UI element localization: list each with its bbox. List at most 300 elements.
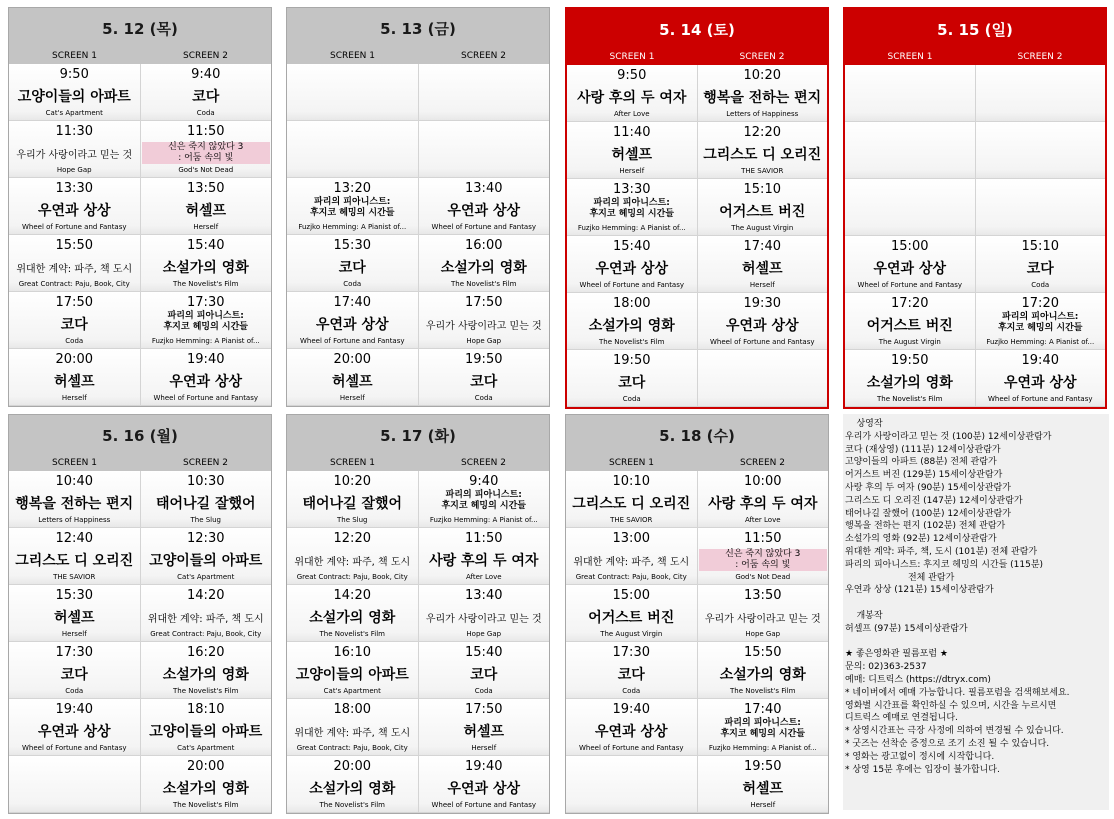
day-header: 5. 17 (화) <box>287 415 549 455</box>
movie-title: 그리스도 디 오리진 <box>15 553 134 569</box>
showtime-cell[interactable] <box>9 642 141 699</box>
movie-title: 위대한 계약: 파주, 책 도시 <box>294 728 411 739</box>
show-time: 13:00 <box>612 531 650 546</box>
movie-title: 코다 <box>60 317 88 333</box>
day-header: 5. 12 (목) <box>9 8 271 48</box>
movie-english-title: Fuzjko Hemming: A Pianist of... <box>577 224 686 232</box>
movie-title: 사랑 후의 두 여자 <box>429 553 539 569</box>
movie-english-title: Wheel of Fortune and Fantasy <box>153 394 259 402</box>
screen-label: SCREEN 2 <box>740 458 785 468</box>
movie-title: 소설가의 영화 <box>309 610 396 626</box>
showtime-row <box>287 699 549 756</box>
show-time: 15:00 <box>612 588 650 603</box>
showtime-row <box>287 528 549 585</box>
movie-english-title: Great Contract: Paju, Book, City <box>18 280 130 288</box>
showtime-row <box>9 699 271 756</box>
show-time: 19:40 <box>612 702 650 717</box>
movie-english-title: Great Contract: Paju, Book, City <box>150 630 262 638</box>
showtime-row <box>567 350 827 407</box>
movie-title: 어거스트 버진 <box>719 204 806 220</box>
show-time: 20:00 <box>333 759 371 774</box>
empty-cell <box>845 179 976 236</box>
showtime-row <box>9 178 271 235</box>
movie-english-title: THE SAVIOR <box>610 516 653 524</box>
showtime-cell[interactable] <box>141 64 272 121</box>
movie-title: 소설가의 영화 <box>162 667 249 683</box>
showtime-cell[interactable] <box>287 235 419 292</box>
show-time: 17:40 <box>743 239 781 254</box>
showtime-cell[interactable] <box>9 349 141 406</box>
showtime-cell[interactable] <box>845 293 976 350</box>
showtime-cell[interactable] <box>698 293 828 350</box>
showtime-cell[interactable] <box>845 350 976 407</box>
info-line: 위대한 계약: 파주, 책, 도시 (101분) 전체 관람가 <box>845 546 1038 557</box>
showtime-cell[interactable] <box>9 471 141 528</box>
show-time: 18:00 <box>613 296 651 311</box>
show-time: 18:00 <box>333 702 371 717</box>
showtime-rows <box>9 64 271 406</box>
show-time: 9:40 <box>469 474 499 489</box>
showtime-cell[interactable] <box>698 122 828 179</box>
movie-english-title: Herself <box>471 744 497 752</box>
movie-english-title: The August Virgin <box>731 224 794 232</box>
empty-cell <box>566 756 698 813</box>
info-spacer <box>845 597 1109 610</box>
showtime-cell[interactable] <box>419 756 550 813</box>
movie-english-title: Coda <box>65 687 84 695</box>
movie-english-title: God's Not Dead <box>735 573 791 581</box>
screen-label: SCREEN 1 <box>609 52 655 62</box>
movie-title: 코다 <box>1026 261 1054 277</box>
showtime-cell[interactable] <box>141 471 272 528</box>
showtime-cell[interactable] <box>566 528 698 585</box>
show-time: 15:30 <box>55 588 93 603</box>
showtime-cell[interactable] <box>419 642 550 699</box>
showtime-cell[interactable] <box>419 471 550 528</box>
movie-title: 위대한 계약: 파주, 책 도시 <box>294 557 411 568</box>
show-time: 19:50 <box>465 352 503 367</box>
showtime-row <box>567 65 827 122</box>
show-time: 10:30 <box>187 474 225 489</box>
movie-title: 파리의 피아니스트: 후지코 헤밍의 시간들 <box>163 311 248 332</box>
show-time: 18:10 <box>187 702 225 717</box>
show-time: 13:20 <box>333 181 371 196</box>
showtime-cell[interactable] <box>9 178 141 235</box>
movie-title: 행복을 전하는 편지 <box>703 90 822 106</box>
movie-title: 코다 <box>470 374 498 390</box>
movie-english-title: Herself <box>61 630 87 638</box>
showtime-cell[interactable] <box>698 585 829 642</box>
movie-title: 우리가 사랑이라고 믿는 것 <box>16 150 133 161</box>
showtime-row <box>9 756 271 813</box>
movie-english-title: The Novelist's Film <box>450 280 517 288</box>
show-time: 19:50 <box>744 759 782 774</box>
movie-english-title: Fuzjko Hemming: A Pianist of... <box>986 338 1095 346</box>
showtime-cell[interactable] <box>567 236 698 293</box>
showtime-cell[interactable] <box>698 179 828 236</box>
showtime-row <box>9 528 271 585</box>
day-panel <box>8 414 272 814</box>
movie-title: 소설가의 영화 <box>309 781 396 797</box>
showtime-row <box>9 642 271 699</box>
showtime-rows <box>287 64 549 406</box>
show-time: 10:40 <box>55 474 93 489</box>
movie-title: 허셀프 <box>53 610 95 626</box>
movie-title: 그리스도 디 오리진 <box>703 147 822 163</box>
screen-labels <box>287 455 549 471</box>
movie-title: 파리의 피아니스트: 후지코 헤밍의 시간들 <box>997 312 1083 333</box>
showtime-row <box>566 471 828 528</box>
show-time: 17:20 <box>1021 296 1059 311</box>
showtime-cell[interactable] <box>419 699 550 756</box>
empty-cell <box>287 121 419 178</box>
movie-english-title: Wheel of Fortune and Fantasy <box>709 338 815 346</box>
movie-english-title: Cat's Apartment <box>323 687 381 695</box>
showtime-cell[interactable] <box>141 642 272 699</box>
screen-label: SCREEN 2 <box>1017 52 1063 62</box>
show-time: 15:10 <box>1021 239 1059 254</box>
movie-english-title: The Novelist's Film <box>319 801 385 809</box>
showtime-cell[interactable] <box>698 471 829 528</box>
movie-english-title: Wheel of Fortune and Fantasy <box>431 223 537 231</box>
showtime-cell[interactable] <box>419 585 550 642</box>
show-time: 17:30 <box>55 645 93 660</box>
showtime-row <box>287 471 549 528</box>
show-time: 11:50 <box>187 124 225 139</box>
showtime-rows <box>845 65 1105 407</box>
movie-title: 그리스도 디 오리진 <box>572 496 691 512</box>
showtime-cell[interactable] <box>141 121 272 178</box>
show-time: 15:40 <box>187 238 225 253</box>
info-line: 우리가 사랑이라고 믿는 것 (100분) 12세이상관람가 <box>845 431 1052 442</box>
movie-title: 위대한 계약: 파주, 책 도시 <box>16 264 133 275</box>
show-time: 12:30 <box>187 531 225 546</box>
show-time: 15:40 <box>613 239 651 254</box>
show-time: 15:50 <box>55 238 93 253</box>
movie-title: 우연과 상상 <box>38 203 111 219</box>
showtime-row <box>287 349 549 406</box>
show-time: 19:40 <box>465 759 503 774</box>
screen-label: SCREEN 2 <box>461 51 506 61</box>
movie-english-title: Wheel of Fortune and Fantasy <box>857 281 963 289</box>
show-time: 17:50 <box>55 295 93 310</box>
showtime-cell[interactable] <box>287 699 419 756</box>
movie-english-title: The August Virgin <box>878 338 941 346</box>
movie-title: 위대한 계약: 파주, 책 도시 <box>147 614 264 625</box>
movie-english-title: Hope Gap <box>745 630 781 638</box>
info-line: * 영화는 광고없이 정시에 시작합니다. <box>845 751 995 762</box>
showtime-row <box>287 64 549 121</box>
showtime-row <box>287 756 549 813</box>
movie-title: 태어나길 잘했어 <box>155 496 256 512</box>
info-line: 개봉작 <box>845 610 883 621</box>
movie-english-title: The Novelist's Film <box>172 801 239 809</box>
showtime-row <box>9 292 271 349</box>
showtime-cell[interactable] <box>141 349 272 406</box>
showtime-cell[interactable] <box>9 292 141 349</box>
showtime-rows <box>566 471 828 813</box>
info-line: ★ 좋은영화관 필름포럼 ★ <box>845 649 948 660</box>
show-time: 12:40 <box>55 531 93 546</box>
showtime-cell[interactable] <box>141 235 272 292</box>
movie-title: 우연과 상상 <box>447 781 520 797</box>
show-time: 15:50 <box>744 645 782 660</box>
showtime-row <box>845 65 1105 122</box>
showtime-row <box>566 699 828 756</box>
movie-title: 고양이들의 아파트 <box>17 89 131 105</box>
movie-english-title: Cat's Apartment <box>45 109 103 117</box>
movie-title: 허셀프 <box>331 374 373 390</box>
screen-label: SCREEN 2 <box>183 51 228 61</box>
movie-english-title: Herself <box>749 281 775 289</box>
show-time: 9:50 <box>59 67 89 82</box>
movie-english-title: Herself <box>61 394 87 402</box>
show-time: 19:50 <box>613 353 651 368</box>
showtime-cell[interactable] <box>566 699 698 756</box>
screen-label: SCREEN 1 <box>609 458 654 468</box>
showtime-cell[interactable] <box>141 178 272 235</box>
showtime-cell[interactable] <box>698 699 829 756</box>
showtime-rows <box>567 65 827 407</box>
showtime-cell[interactable] <box>141 292 272 349</box>
showtime-cell[interactable] <box>567 293 698 350</box>
movie-title: 행복을 전하는 편지 <box>15 496 134 512</box>
movie-english-title: Coda <box>474 687 493 695</box>
empty-cell <box>698 350 828 407</box>
showtime-cell[interactable] <box>287 471 419 528</box>
movie-english-title: The August Virgin <box>600 630 663 638</box>
movie-english-title: Herself <box>339 394 365 402</box>
day-header: 5. 13 (금) <box>287 8 549 48</box>
showtime-cell[interactable] <box>9 64 141 121</box>
show-time: 17:40 <box>333 295 371 310</box>
show-time: 16:10 <box>333 645 371 660</box>
empty-cell <box>419 121 550 178</box>
showtime-cell[interactable] <box>566 642 698 699</box>
showtime-cell[interactable] <box>698 756 829 813</box>
movie-title: 허셀프 <box>611 147 653 163</box>
movie-english-title: Fuzjko Hemming: A Pianist of... <box>298 223 407 231</box>
movie-english-title: Fuzjko Hemming: A Pianist of... <box>708 744 817 752</box>
showtime-cell[interactable] <box>567 350 698 407</box>
movie-english-title: Letters of Happiness <box>726 110 799 118</box>
movie-english-title: After Love <box>465 573 502 581</box>
movie-title: 우리가 사랑이라고 믿는 것 <box>425 321 542 332</box>
showtime-cell[interactable] <box>287 642 419 699</box>
movie-title: 소설가의 영화 <box>588 318 675 334</box>
empty-cell <box>976 122 1106 179</box>
showtime-row <box>567 122 827 179</box>
movie-english-title: Hope Gap <box>466 630 502 638</box>
showtime-cell[interactable] <box>287 349 419 406</box>
showtime-cell[interactable] <box>141 585 272 642</box>
info-line: 그리스도 디 오리진 (147분) 12세이상관람가 <box>845 495 1023 506</box>
info-line: * 굿즈는 선착순 증정으로 조기 소진 될 수 있습니다. <box>845 738 1050 749</box>
showtime-cell[interactable] <box>698 642 829 699</box>
empty-cell <box>287 64 419 121</box>
showtime-row <box>845 179 1105 236</box>
movie-english-title: Great Contract: Paju, Book, City <box>296 573 408 581</box>
showtime-row <box>845 293 1105 350</box>
screen-label: SCREEN 1 <box>887 52 933 62</box>
showtime-cell[interactable] <box>141 756 272 813</box>
showtime-cell[interactable] <box>566 585 698 642</box>
movie-title: 신은 죽지 않았다 3 : 어둠 속의 빛 <box>699 549 828 571</box>
show-time: 20:00 <box>187 759 225 774</box>
showtime-cell[interactable] <box>698 65 828 122</box>
showtime-cell[interactable] <box>419 349 550 406</box>
showtime-row <box>566 756 828 813</box>
show-time: 20:00 <box>333 352 371 367</box>
screen-label: SCREEN 1 <box>52 458 97 468</box>
movie-english-title: God's Not Dead <box>178 166 234 174</box>
showtime-row <box>566 585 828 642</box>
movie-title: 파리의 피아니스트: 후지코 헤밍의 시간들 <box>309 197 395 218</box>
showtime-row <box>566 528 828 585</box>
showtime-cell[interactable] <box>419 235 550 292</box>
show-time: 17:30 <box>187 295 225 310</box>
movie-english-title: After Love <box>744 516 781 524</box>
day-header: 5. 15 (일) <box>845 9 1105 49</box>
movie-title: 위대한 계약: 파주, 책 도시 <box>573 557 690 568</box>
movie-english-title: Coda <box>65 337 84 345</box>
show-time: 15:10 <box>743 182 781 197</box>
movie-title: 우리가 사랑이라고 믿는 것 <box>425 614 542 625</box>
showtime-cell[interactable] <box>976 350 1106 407</box>
showtime-cell[interactable] <box>9 121 141 178</box>
showtime-cell[interactable] <box>9 528 141 585</box>
screen-labels <box>845 49 1105 65</box>
show-time: 15:30 <box>333 238 371 253</box>
showtime-cell[interactable] <box>287 292 419 349</box>
screen-labels <box>9 455 271 471</box>
movie-title: 소설가의 영화 <box>162 781 249 797</box>
showtime-cell[interactable] <box>566 471 698 528</box>
movie-english-title: THE SAVIOR <box>741 167 784 175</box>
show-time: 10:10 <box>612 474 650 489</box>
movie-english-title: The Slug <box>336 516 368 524</box>
showtime-cell[interactable] <box>698 528 829 585</box>
movie-english-title: Fuzjko Hemming: A Pianist of... <box>151 337 260 345</box>
showtime-cell[interactable] <box>419 292 550 349</box>
showtime-row <box>9 235 271 292</box>
showtime-row <box>287 642 549 699</box>
movie-title: 허셀프 <box>741 261 783 277</box>
showtime-cell[interactable] <box>845 236 976 293</box>
screen-labels <box>287 48 549 64</box>
showtime-row <box>567 236 827 293</box>
movie-title: 우연과 상상 <box>595 261 668 277</box>
showtime-cell[interactable] <box>419 178 550 235</box>
showtime-rows <box>9 471 271 813</box>
showtime-row <box>9 121 271 178</box>
movie-english-title: Great Contract: Paju, Book, City <box>575 573 687 581</box>
movie-title: 코다 <box>338 260 366 276</box>
show-time: 12:20 <box>333 531 371 546</box>
show-time: 16:20 <box>187 645 225 660</box>
show-time: 13:40 <box>465 181 503 196</box>
showtime-cell[interactable] <box>419 528 550 585</box>
movie-title: 허셀프 <box>463 724 505 740</box>
movie-title: 우연과 상상 <box>169 374 242 390</box>
movie-english-title: The Novelist's Film <box>598 338 665 346</box>
showtime-cell[interactable] <box>287 756 419 813</box>
movie-title: 허셀프 <box>53 374 95 390</box>
show-time: 19:30 <box>743 296 781 311</box>
showtime-cell[interactable] <box>567 179 698 236</box>
movie-title: 파리의 피아니스트: 후지코 헤밍의 시간들 <box>441 490 526 511</box>
showtime-cell[interactable] <box>141 699 272 756</box>
showtime-cell[interactable] <box>976 236 1106 293</box>
info-line: 전체 관람가 <box>845 572 955 583</box>
showtime-cell[interactable] <box>9 235 141 292</box>
movie-title: 우연과 상상 <box>447 203 520 219</box>
info-line: 문의: 02)363-2537 <box>845 662 927 673</box>
movie-title: 코다 <box>617 667 645 683</box>
showtime-cell[interactable] <box>287 178 419 235</box>
info-line: 허셀프 (97분) 15세이상관람가 <box>845 623 968 634</box>
movie-english-title: Wheel of Fortune and Fantasy <box>578 744 684 752</box>
screen-label: SCREEN 1 <box>52 51 97 61</box>
info-line: * 네이버에서 예매 가능합니다. 필름포럼을 검색해보세요. <box>845 687 1070 698</box>
movie-english-title: Hope Gap <box>466 337 502 345</box>
day-panel <box>286 7 550 407</box>
showtime-cell[interactable] <box>9 585 141 642</box>
showtime-row <box>287 292 549 349</box>
movie-title: 우연과 상상 <box>726 318 799 334</box>
empty-cell <box>419 64 550 121</box>
showtime-row <box>9 585 271 642</box>
show-time: 19:40 <box>1021 353 1059 368</box>
showtime-cell[interactable] <box>9 699 141 756</box>
showtime-cell[interactable] <box>287 528 419 585</box>
showtime-cell[interactable] <box>567 65 698 122</box>
movie-english-title: THE SAVIOR <box>53 573 96 581</box>
movie-title: 코다 <box>192 89 220 105</box>
showtime-cell[interactable] <box>567 122 698 179</box>
showtime-row <box>845 122 1105 179</box>
movie-title: 고양이들의 아파트 <box>149 724 263 740</box>
show-time: 17:50 <box>465 702 503 717</box>
movie-english-title: Wheel of Fortune and Fantasy <box>299 337 405 345</box>
showtime-cell[interactable] <box>141 528 272 585</box>
info-line: 태어나길 잘했어 (100분) 12세이상관람가 <box>845 508 1011 519</box>
movie-english-title: Wheel of Fortune and Fantasy <box>431 801 537 809</box>
show-time: 9:40 <box>191 67 221 82</box>
movie-english-title: Letters of Happiness <box>38 516 111 524</box>
movie-title: 어거스트 버진 <box>588 610 675 626</box>
showtime-cell[interactable] <box>287 585 419 642</box>
show-time: 17:50 <box>465 295 503 310</box>
movie-title: 우연과 상상 <box>1004 375 1077 391</box>
showtime-row <box>287 178 549 235</box>
day-panel <box>843 7 1107 409</box>
movie-english-title: Herself <box>193 223 219 231</box>
screen-label: SCREEN 2 <box>183 458 228 468</box>
movie-title: 소설가의 영화 <box>162 260 249 276</box>
show-time: 11:50 <box>744 531 782 546</box>
movie-english-title: Coda <box>196 109 215 117</box>
showtime-rows <box>287 471 549 813</box>
info-line: 상영작 <box>845 419 883 429</box>
showtime-cell[interactable] <box>976 293 1106 350</box>
show-time: 9:50 <box>617 68 647 83</box>
info-line: 고양이들의 아파트 (88분) 전체 관람가 <box>845 457 997 468</box>
show-time: 19:40 <box>187 352 225 367</box>
day-header: 5. 18 (수) <box>566 415 828 455</box>
showtime-cell[interactable] <box>698 236 828 293</box>
movie-title: 코다 <box>470 667 498 683</box>
